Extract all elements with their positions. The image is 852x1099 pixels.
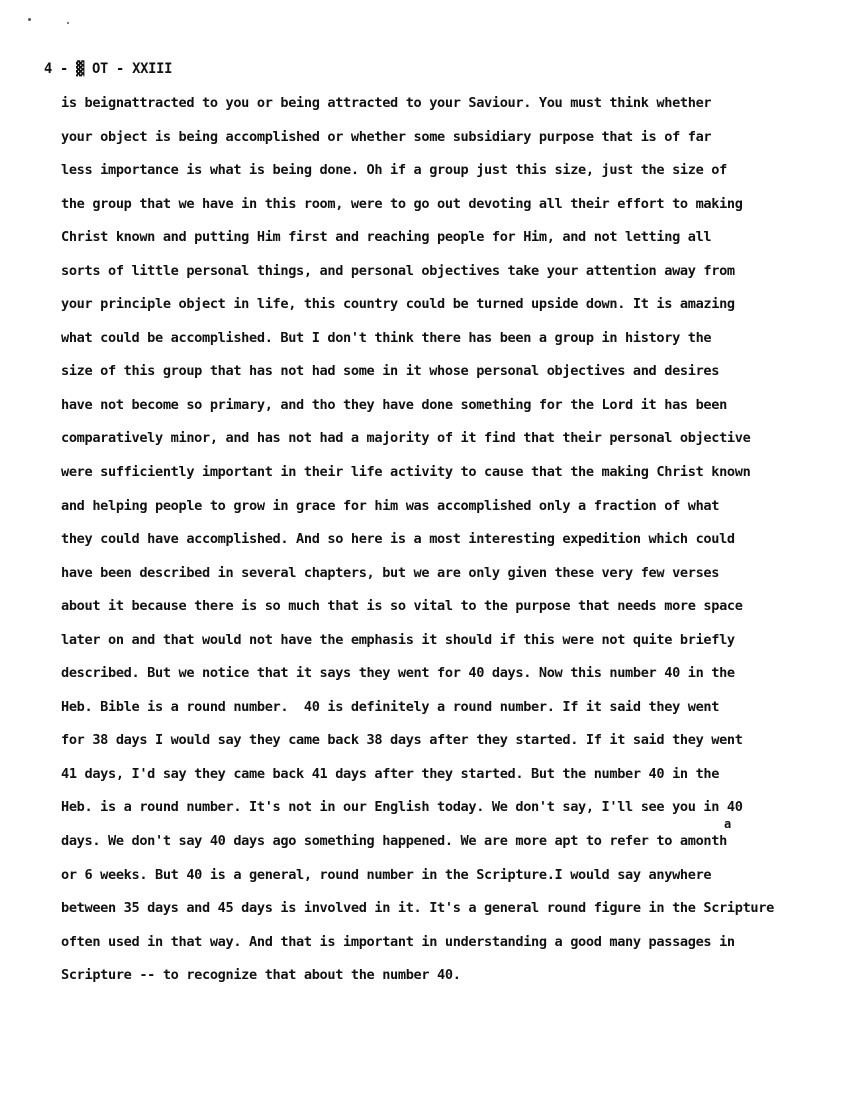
text-line: and helping people to grow in grace for him was accomplished only a fraction of what [61,497,720,514]
text-line: is beignattracted to you or being attracted to your Saviour. You must think whether [61,95,712,111]
text-line: what could be accomplished. But I don't think there has been a group in history the [61,329,712,346]
text-line: described. But we notice that it says they went for 40 days. Now this number 40 in the [61,665,735,682]
text-line: Christ known and putting Him first and reaching people for Him, and not letting all [61,229,712,246]
text-line: less importance is what is being done. Oh if a group just this size, just the size of [61,162,727,179]
text-line: for 38 days I would say they came back 38 days after they started. If it said they went [61,732,743,749]
text-line: your object is being accomplished or whether some subsidiary purpose that is of far [61,128,712,145]
text-line: they could have accomplished. And so here is a most interesting expedition which could [61,531,735,548]
text-line: comparatively minor, and has not had a majority of it find that their personal objective [61,430,751,447]
text-line: or 6 weeks. But 40 is a general, round number in the Scripture.I would say anywhere [61,866,712,883]
text-line: about it because there is so much that is so vital to the purpose that needs more space [61,598,743,615]
text-line: often used in that way. And that is important in understanding a good many passages in [61,933,735,950]
ink-speck [28,18,31,21]
text-line: sorts of little personal things, and personal objectives take your attention away from [61,262,735,279]
body-text [61,90,831,996]
text-line: days. We don't say 40 days ago something happened. We are more apt to refer to amonth [61,833,727,850]
text-line: Heb. Bible is a round number. 40 is definitely a round number. If it said they went [61,698,720,715]
text-line: have been described in several chapters, but we are only given these very few verses [61,564,720,581]
text-line: size of this group that has not had some in it whose personal objectives and desires [61,363,720,380]
text-line: Heb. is a round number. It's not in our English today. We don't say, I'll see you in 40 [61,799,743,816]
text-line: the group that we have in this room, were to go out devoting all their effort to making [61,195,743,212]
ink-speck [67,22,69,24]
text-line: have not become so primary, and tho they have done something for the Lord it has been [61,396,727,413]
page-header: 4 - ▓ OT - XXIII [44,61,173,77]
text-line: between 35 days and 45 days is involved in it. It's a general round figure in the Scripture [61,900,774,917]
insertion-mark: a [724,817,732,831]
text-line: your principle object in life, this country could be turned upside down. It is amazing [61,296,735,313]
text-line: 41 days, I'd say they came back 41 days after they started. But the number 40 in the [61,765,720,782]
text-line: later on and that would not have the emphasis it should if this were not quite briefly [61,631,735,648]
text-line: Scripture -- to recognize that about the number 40. [61,967,461,984]
text-line: were sufficiently important in their life activity to cause that the making Christ known [61,464,751,481]
